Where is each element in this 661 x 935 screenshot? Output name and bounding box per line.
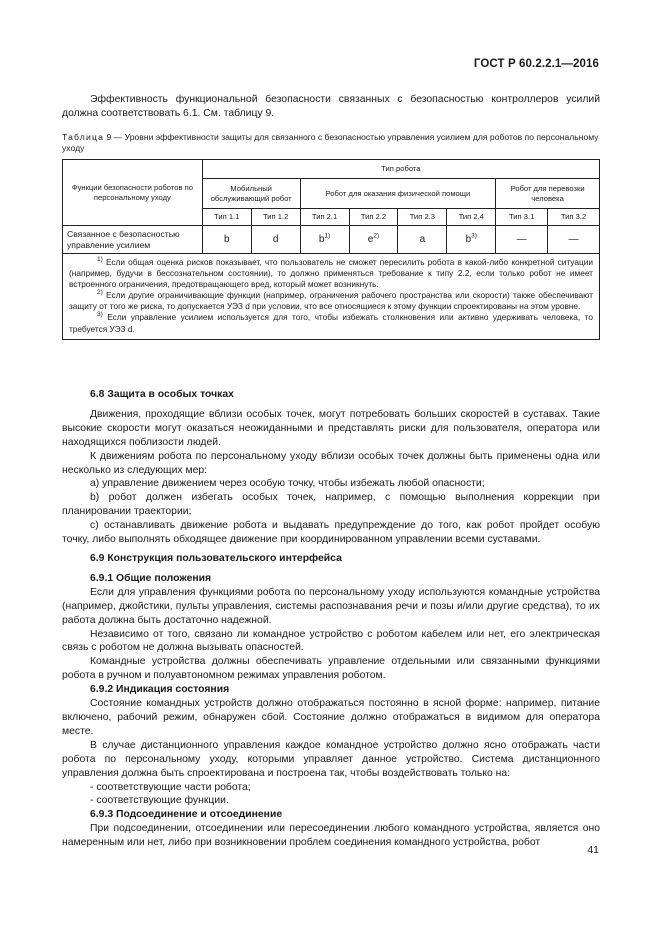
value-cell: a: [398, 226, 447, 254]
protection-levels-table: [62, 159, 600, 254]
list-item: - соответствующие функции.: [90, 795, 229, 807]
document-id: ГОСТ Р 60.2.2.1—2016: [473, 58, 599, 70]
type-header: Тип 2.4: [447, 209, 496, 226]
paragraph: Независимо от того, связано ли командное устройство с роботом кабелем или нет, его электрическая связь с роботом не должна вызывать опасностей.: [62, 628, 600, 654]
table-note-1: $^{1)}$ Если общая оценка рисков показывает, что пользователь не сможет пересилить робота в какой-либо конкретной ситуации (например, будучи в бессознательном состоянии), то должно применяться требование к типу 2.2, если только робот не имеет встроенного ограничения, предотвращающего вред, который может возникнуть.: [69, 256, 593, 290]
group-mobile-service-robot: Мобильный обслуживающий робот: [202, 179, 300, 209]
table-caption-number: 9: [106, 132, 112, 142]
paragraph: К движениям робота по персональному уходу вблизи особых точек должны быть применены одна или несколько из следующих мер:: [62, 450, 600, 476]
section-title: 6.9 Конструкция пользовательского интерфейса: [90, 553, 342, 564]
list-item: с) останавливать движение робота и выдавать предупреждение до того, как робот пройдет особую точку, либо выполнять обходящее движение при координированном управлении всеми суставами.: [62, 520, 600, 546]
list-item: - соответствующие части робота;: [90, 781, 251, 793]
header-robot-type: Тип робота: [202, 160, 599, 179]
row-force-control-label: Связанное с безопасностью управление усилием: [63, 226, 203, 254]
value-cell: b: [202, 226, 251, 254]
type-header: Тип 1.2: [251, 209, 300, 226]
subsection-title: 6.9.3 Подсоединение и отсоединение: [90, 809, 283, 821]
type-header: Тип 1.1: [202, 209, 251, 226]
table-9-block: [62, 132, 600, 340]
value-cell: $b^{3)}$: [447, 226, 496, 254]
list-item: b) робот должен избегать особых точек, например, с помощью выполнения коррекции при планировании траектории;: [62, 492, 600, 518]
header-safety-functions: Функции безопасности роботов по персональному уходу: [63, 160, 203, 226]
section-6-8: [62, 388, 600, 547]
paragraph: Движения, проходящие вблизи особых точек, могут потребовать больших скоростей в суставах. Такие высокие скорости могут оказаться неожиданными и представлять риски для пользователя, оператора или находящихся поблизости людей.: [62, 408, 600, 448]
value-cell: $b^{1)}$: [300, 226, 349, 254]
type-header: Тип 3.1: [496, 209, 548, 226]
table-caption-label: Таблица: [62, 132, 105, 142]
page-number: 41: [587, 844, 599, 856]
section-6-9: [62, 552, 600, 850]
table-caption-text: — Уровни эффективности защиты для связанного с безопасностью управления усилием для роботов по персональному уходу: [62, 132, 599, 153]
intro-block: [62, 93, 600, 121]
table-caption: [62, 132, 600, 154]
table-notes: [62, 254, 600, 340]
subsection-title: 6.9.2 Индикация состояния: [90, 684, 230, 696]
type-header: Тип 2.3: [398, 209, 447, 226]
value-cell: $e^{2)}$: [349, 226, 398, 254]
paragraph: В случае дистанционного управления каждое командное устройство должно ясно отображать части робота по персональному уходу, которыми управляет данное устройство. Система дистанционного управления должна быть спроектирована и построена так, чтобы воздействовать только на:: [62, 739, 600, 779]
value-cell: d: [251, 226, 300, 254]
type-header: Тип 2.2: [349, 209, 398, 226]
type-header: Тип 3.2: [548, 209, 600, 226]
paragraph: Командные устройства должны обеспечивать управление отдельными или связанными функциями робота в ручном и полуавтономном режимах управления роботом.: [62, 656, 600, 682]
subsection-title: 6.9.1 Общие положения: [90, 572, 212, 584]
intro-paragraph: Эффективность функциональной безопасности связанных с безопасностью контроллеров усилий должна соответствовать 6.1. См. таблицу 9.: [62, 94, 600, 119]
paragraph: Если для управления функциями робота по персональному уходу используются командные устройства (например, джойстики, пульты управления, системы распознавания речи и позы и/или другие средства), то их работа должна быть достаточно надежной.: [62, 586, 600, 626]
value-cell: —: [496, 226, 548, 254]
group-physical-assistant-robot: Робот для оказания физической помощи: [300, 179, 496, 209]
table-note-3: $^{3)}$ Если управление усилием используется для того, чтобы избежать столкновения или активно удерживать человека, то требуется УЭЗ d.: [69, 311, 593, 334]
table-note-2: $^{2)}$ Если другие ограничивающие функции (например, ограничения рабочего пространства или скорости) также обеспечивают защиту от того же риска, то допускается УЭЗ d при условии, что все относящиеся к этому функции спроектированы на этом уровне.: [69, 289, 593, 312]
value-cell: —: [548, 226, 600, 254]
section-title: 6.8 Защита в особых точках: [90, 389, 234, 400]
paragraph: Состояние командных устройств должно отображаться постоянно в ясной форме: например, питание включено, рабочий режим, обнаружен сбой. Состояние должно отображаться в видимом для оператора месте.: [62, 698, 600, 737]
type-header: Тип 2.1: [300, 209, 349, 226]
list-item: а) управление движением через особую точку, чтобы избежать любой опасности;: [90, 478, 485, 490]
paragraph: При подсоединении, отсоединении или пересоединении любого командного устройства, является оно намеренным или нет, либо при возникновении проблем соединения командного устройства, робот: [62, 823, 600, 849]
group-person-carrier-robot: Робот для перевозки человека: [496, 179, 600, 209]
